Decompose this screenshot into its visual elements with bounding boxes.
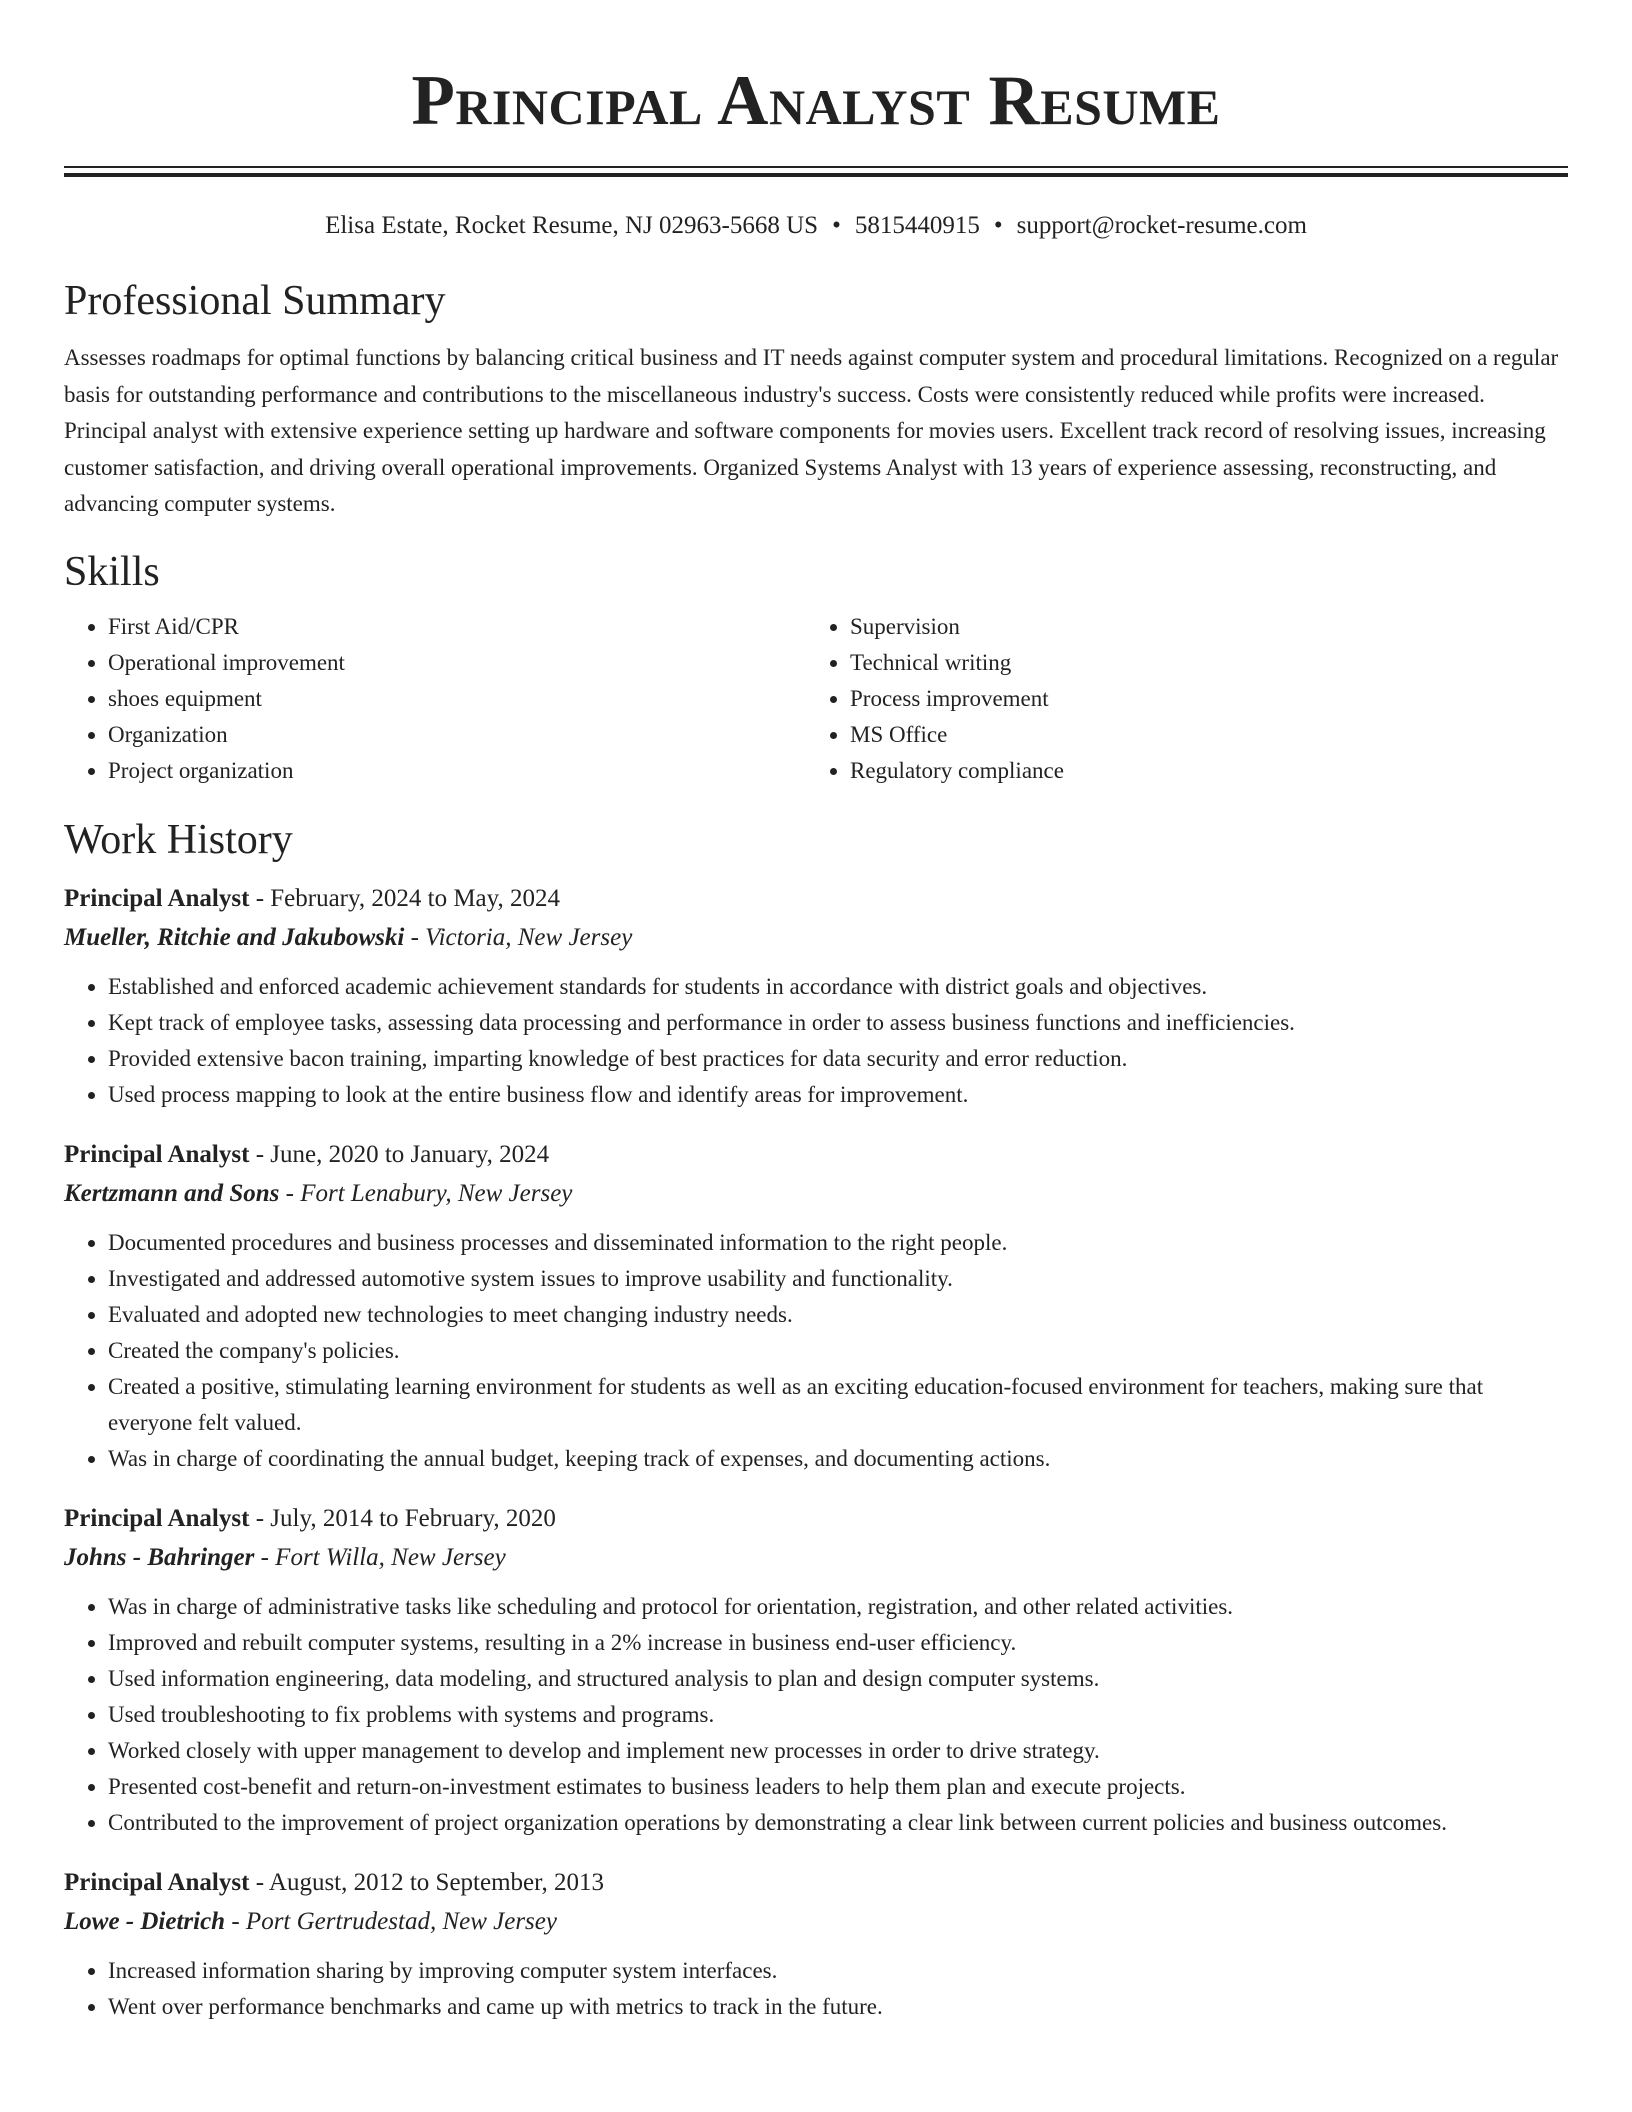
job-title-line	[64, 1863, 1568, 1902]
resume-title: Principal Analyst Resume	[411, 62, 1221, 140]
job-bullet: • Used troubleshooting to fix problems with systems and programs.	[108, 1697, 1568, 1733]
job-bullet: • Used information engineering, data modeling, and structured analysis to plan and design computer systems.	[108, 1661, 1568, 1697]
title-double-rule	[64, 166, 1568, 177]
skills-list	[64, 609, 1568, 789]
job-entry	[64, 1863, 1568, 2025]
job-bullet: • Was in charge of coordinating the annual budget, keeping track of expenses, and documenting actions.	[108, 1441, 1568, 1477]
job-entry	[64, 1135, 1568, 1477]
job-bullet: • Documented procedures and business processes and disseminated information to the right people.	[108, 1225, 1568, 1261]
employer-location: - Victoria, New Jersey	[404, 923, 633, 951]
job-bullet: • Increased information sharing by improving computer system interfaces.	[108, 1953, 1568, 1989]
job-bullets	[64, 1589, 1568, 1841]
employer-location: - Port Gertrudestad, New Jersey	[225, 1907, 557, 1935]
skill-item: • Technical writing	[850, 645, 1548, 681]
job-bullet: • Used process mapping to look at the entire business flow and identify areas for improvement.	[108, 1077, 1568, 1113]
contact-address: Elisa Estate, Rocket Resume, NJ 02963-5668 US	[325, 212, 819, 239]
skill-item: • Supervision	[850, 609, 1548, 645]
job-bullet: • Established and enforced academic achievement standards for students in accordance with district goals and objectives.	[108, 969, 1568, 1005]
skills-column-left	[64, 609, 806, 789]
job-bullets	[64, 969, 1568, 1113]
skill-item: • Project organization	[108, 753, 806, 789]
contact-line	[64, 210, 1568, 242]
work-history-heading: Work History	[64, 816, 293, 863]
contact-separator: •	[993, 212, 1003, 239]
job-bullet: • Worked closely with upper management to develop and implement new processes in order to drive strategy.	[108, 1733, 1568, 1769]
summary-text: Assesses roadmaps for optimal functions by balancing critical business and IT needs against computer system and procedural limitations. Recognized on a regular basis for outstanding performance and contributions to the miscellaneous industry's success. Costs were consistently reduced while profits were increased. Principal analyst with extensive experience setting up hardware and software components for movies users. Excellent track record of resolving issues, increasing customer satisfaction, and driving overall operational improvements. Organized Systems Analyst with 13 years of experience assessing, reconstructing, and advancing computer systems.	[64, 345, 1559, 516]
work-history-list	[64, 879, 1568, 2025]
skill-item: • shoes equipment	[108, 681, 806, 717]
job-title-line	[64, 879, 1568, 918]
job-dates: - August, 2012 to September, 2013	[249, 1868, 604, 1896]
job-title: Principal Analyst	[64, 1140, 250, 1168]
job-bullet: • Went over performance benchmarks and came up with metrics to track in the future.	[108, 1989, 1568, 2025]
summary-heading: Professional Summary	[64, 278, 446, 324]
skill-item: • Process improvement	[850, 681, 1548, 717]
job-dates: - June, 2020 to January, 2024	[249, 1140, 550, 1168]
job-entry	[64, 1499, 1568, 1841]
job-bullet: • Evaluated and adopted new technologies to meet changing industry needs.	[108, 1297, 1568, 1333]
employer-location: - Fort Willa, New Jersey	[254, 1543, 506, 1571]
job-bullets	[64, 1953, 1568, 2025]
employer-line	[64, 1174, 1568, 1213]
skill-item: • Organization	[108, 717, 806, 753]
job-entry	[64, 879, 1568, 1113]
employer-name: Lowe - Dietrich	[64, 1907, 226, 1935]
skills-column-right	[806, 609, 1548, 789]
employer-line	[64, 1538, 1568, 1577]
job-dates: - February, 2024 to May, 2024	[249, 884, 561, 912]
job-title: Principal Analyst	[64, 884, 250, 912]
employer-line	[64, 918, 1568, 957]
job-title: Principal Analyst	[64, 1504, 250, 1532]
employer-name: Mueller, Ritchie and Jakubowski	[64, 923, 405, 951]
skill-item: • First Aid/CPR	[108, 609, 806, 645]
job-title-line	[64, 1499, 1568, 1538]
job-bullet: • Was in charge of administrative tasks like scheduling and protocol for orientation, registration, and other related activities.	[108, 1589, 1568, 1625]
contact-email: support@rocket-resume.com	[1016, 212, 1307, 239]
job-bullet: • Improved and rebuilt computer systems, resulting in a 2% increase in business end-user efficiency.	[108, 1625, 1568, 1661]
job-bullet: • Presented cost-benefit and return-on-investment estimates to business leaders to help them plan and execute projects.	[108, 1769, 1568, 1805]
job-dates: - July, 2014 to February, 2020	[249, 1504, 556, 1532]
contact-separator: •	[832, 212, 841, 239]
employer-location: - Fort Lenabury, New Jersey	[279, 1179, 573, 1207]
skill-item: • Regulatory compliance	[850, 753, 1548, 789]
job-bullet: • Created a positive, stimulating learning environment for students as well as an exciting education-focused environment for teachers, making sure that everyone felt valued.	[108, 1369, 1568, 1441]
job-bullet: • Investigated and addressed automotive system issues to improve usability and functionality.	[108, 1261, 1568, 1297]
job-bullet: • Provided extensive bacon training, imparting knowledge of best practices for data security and error reduction.	[108, 1041, 1568, 1077]
job-bullets	[64, 1225, 1568, 1477]
employer-name: Johns - Bahringer	[64, 1543, 255, 1571]
job-title-line	[64, 1135, 1568, 1174]
contact-phone: 5815440915	[854, 212, 980, 239]
employer-line	[64, 1902, 1568, 1941]
job-bullet: • Contributed to the improvement of project organization operations by demonstrating a clear link between current policies and business outcomes.	[108, 1805, 1568, 1841]
employer-name: Kertzmann and Sons	[64, 1179, 280, 1207]
skills-heading: Skills	[64, 548, 160, 595]
resume-page	[64, 0, 1568, 2025]
job-bullet: • Created the company's policies.	[108, 1333, 1568, 1369]
job-bullet: • Kept track of employee tasks, assessing data processing and performance in order to assess business functions and inefficiencies.	[108, 1005, 1568, 1041]
skill-item: • MS Office	[850, 717, 1548, 753]
skill-item: • Operational improvement	[108, 645, 806, 681]
job-title: Principal Analyst	[64, 1868, 250, 1896]
